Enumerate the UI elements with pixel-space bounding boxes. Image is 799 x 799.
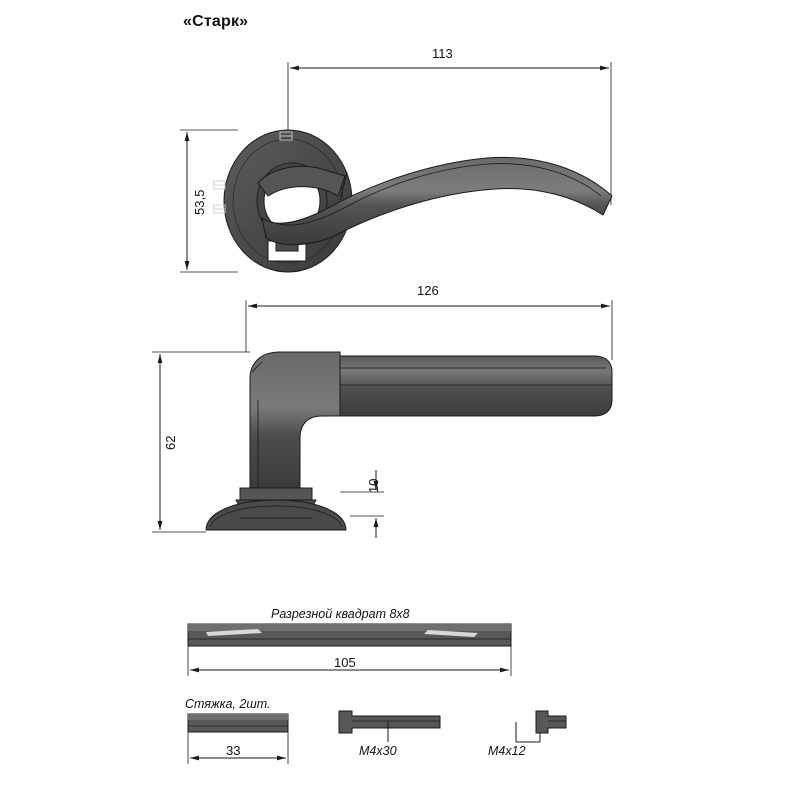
part-coupler <box>188 714 288 764</box>
part-square-spindle <box>188 624 511 676</box>
dimension-label-side-height: 62 <box>163 435 178 450</box>
dimension-label-coupler-length: 33 <box>226 743 241 758</box>
dimension-label-spindle-length: 105 <box>334 655 356 670</box>
dimension-label-side-length: 126 <box>417 283 439 298</box>
part-screw-long <box>339 711 440 742</box>
page-title: «Старк» <box>183 13 249 30</box>
front-view-drawing <box>214 130 612 272</box>
dimension-label-rosette-height: 53,5 <box>192 189 207 215</box>
dimension-label-rosette-thickness: 10 <box>366 478 381 493</box>
caption-coupler: Стяжка, 2шт. <box>185 697 271 711</box>
dimension-label-front-width: 113 <box>432 46 453 61</box>
caption-screw-short: M4x12 <box>488 744 526 758</box>
dim-side-length <box>246 300 612 360</box>
part-screw-short <box>516 711 566 742</box>
caption-screw-long: M4x30 <box>359 744 397 758</box>
dim-rosette-thickness <box>340 470 384 538</box>
side-view-drawing <box>206 352 612 530</box>
caption-square-spindle: Разрезной квадрат 8x8 <box>271 607 410 621</box>
